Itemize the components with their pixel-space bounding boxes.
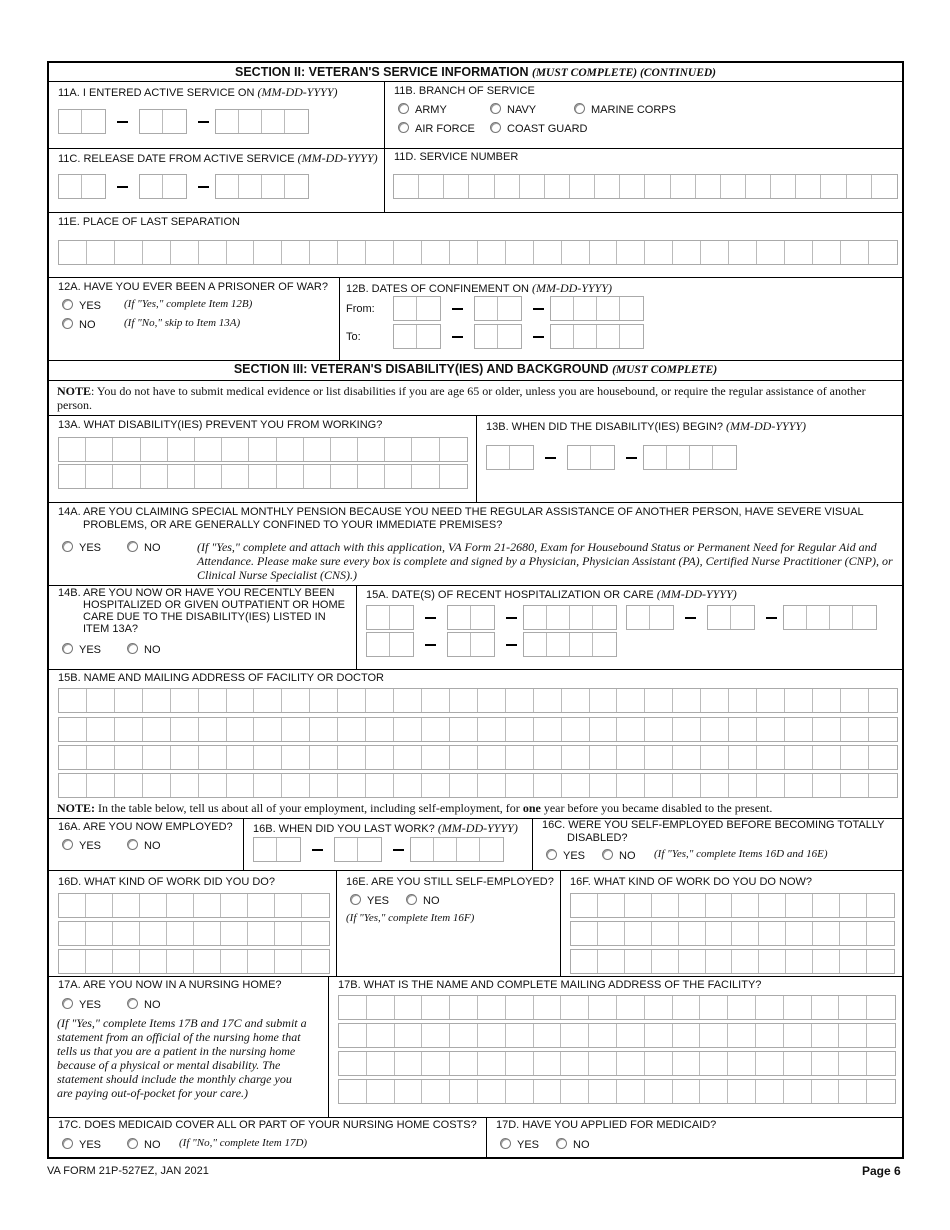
employment-note: NOTE: In the table below, tell us about all of your employment, including self-employment, for one year before you became disabled to the present. [57,801,773,815]
q16a-label: 16A. ARE YOU NOW EMPLOYED? [58,821,233,833]
air-force-radio[interactable] [398,122,409,133]
q14a-note: (If "Yes," complete and attach with this application, VA Form 21-2680, Exam for Housebound Status or Permanent Need for Regular Aid and Attendance. Please make sure every box is complete and signed by a Physician, Physician Assistant (PA), Certified Nurse Practitioner (CNP), or Clinical Nurse Specialist (CNS).) [197,540,893,582]
q12a-yes-note: (If "Yes," complete Item 12B) [124,298,253,310]
day-boxes[interactable] [707,605,755,630]
date-separator [506,617,517,619]
q16a-yes-radio[interactable] [62,839,73,850]
q16d-line-2-input[interactable] [58,921,330,946]
q14b-label-2: HOSPITALIZED OR GIVEN OUTPATIENT OR HOME [83,599,345,611]
section-3-subtitle: (MUST COMPLETE) [612,364,718,376]
q16e-yes-radio[interactable] [350,894,361,905]
q14b-no-radio[interactable] [127,643,138,654]
day-boxes[interactable] [474,296,522,321]
army-option[interactable]: ARMY [398,103,447,116]
year-boxes[interactable] [550,324,644,349]
q17d-yes-radio[interactable] [500,1138,511,1149]
month-boxes[interactable] [393,296,441,321]
q14b-label-1: 14B. ARE YOU NOW OR HAVE YOU RECENTLY BEEN [58,587,335,599]
date-separator [117,186,128,188]
year-boxes[interactable] [410,837,504,862]
date-separator [533,308,544,310]
form-page [47,61,904,1159]
year-boxes[interactable] [550,296,644,321]
marine-corps-radio[interactable] [574,103,585,114]
day-boxes[interactable] [447,605,495,630]
day-boxes[interactable] [567,445,615,470]
q14a-no-radio[interactable] [127,541,138,552]
q16c-note: (If "Yes," complete Items 16D and 16E) [654,848,828,860]
q16a-yes-option[interactable]: YES [62,839,101,852]
date-separator [506,644,517,646]
q16c-no-radio[interactable] [602,849,613,860]
q17a-no-radio[interactable] [127,998,138,1009]
month-boxes[interactable] [58,109,106,134]
coast-guard-option[interactable]: COAST GUARD [490,122,587,135]
date-separator [452,308,463,310]
q16f-line-2-input[interactable] [570,921,895,946]
q12a-no-note: (If "No," skip to Item 13A) [124,317,241,329]
q16d-label: 16D. WHAT KIND OF WORK DID YOU DO? [58,876,275,888]
q17b-line-3-input[interactable] [338,1051,896,1076]
q16c-yes-radio[interactable] [546,849,557,860]
year-boxes[interactable] [215,174,309,199]
month-boxes[interactable] [626,605,674,630]
q15b-line-3-input[interactable] [58,745,898,770]
air-force-option[interactable]: AIR FORCE [398,122,475,135]
q16a-no-option[interactable]: NO [127,839,161,852]
date-separator [533,336,544,338]
q14b-no-option[interactable]: NO [127,643,161,656]
q16b-label: 16B. WHEN DID YOU LAST WORK? (MM-DD-YYYY) [253,821,518,835]
day-boxes[interactable] [139,109,187,134]
date-separator [452,336,463,338]
section-3-note: NOTE: You do not have to submit medical evidence or list disabilities if you are age 65 or older, unless you are housebound, or require the regular assistance of another person. [57,384,866,412]
q15b-line-1-input[interactable] [58,688,898,713]
date-separator [312,849,323,851]
q17b-line-2-input[interactable] [338,1023,896,1048]
q14a-yes-option[interactable]: YES [62,541,101,554]
date-separator [425,617,436,619]
date-separator [198,121,209,123]
q13a-line-2-input[interactable] [58,464,468,489]
date-separator [425,644,436,646]
page-number: Page 6 [862,1164,901,1178]
q14a-label-line-2: PROBLEMS, OR ARE GENERALLY CONFINED TO YOUR IMMEDIATE PREMISES? [83,519,503,531]
q14a-yes-radio[interactable] [62,541,73,552]
section-2-title: SECTION II: VETERAN'S SERVICE INFORMATION [235,65,529,79]
month-boxes[interactable] [366,632,414,657]
year-boxes[interactable] [523,632,617,657]
month-boxes[interactable] [253,837,301,862]
date-separator [117,121,128,123]
q17a-note: (If "Yes," complete Items 17B and 17C and submit a statement from an official of the nursing home that tells us that you are a patient in the nursing home because of a physical or mental disability. The statement should include the monthly charge you are paying out-of-pocket for your care.) [57,1016,307,1100]
section-3-title: SECTION III: VETERAN'S DISABILITY(IES) AND BACKGROUND [233,362,609,376]
section-2-header [49,65,902,79]
day-boxes[interactable] [447,632,495,657]
q11e-label: 11E. PLACE OF LAST SEPARATION [58,216,240,228]
q16d-line-1-input[interactable] [58,893,330,918]
q14b-yes-option[interactable]: YES [62,643,101,656]
section-3-header [49,362,902,376]
q16c-yes-option[interactable]: YES [546,849,585,862]
q17a-label: 17A. ARE YOU NOW IN A NURSING HOME? [58,979,282,991]
coast-guard-radio[interactable] [490,122,501,133]
year-boxes[interactable] [523,605,617,630]
q12a-no-radio[interactable] [62,318,73,329]
q12a-no-option[interactable]: NO [62,318,96,331]
year-boxes[interactable] [215,109,309,134]
q11c-label: 11C. RELEASE DATE FROM ACTIVE SERVICE (MM-DD-YYYY) [58,151,378,165]
q13a-line-1-input[interactable] [58,437,468,462]
q13a-label: 13A. WHAT DISABILITY(IES) PREVENT YOU FROM WORKING? [58,419,383,431]
q15b-label: 15B. NAME AND MAILING ADDRESS OF FACILITY OR DOCTOR [58,672,384,684]
navy-option[interactable]: NAVY [490,103,536,116]
q11e-place-input[interactable] [58,240,898,265]
day-boxes[interactable] [474,324,522,349]
q15b-line-2-input[interactable] [58,717,898,742]
q16e-no-radio[interactable] [406,894,417,905]
month-boxes[interactable] [366,605,414,630]
q12a-yes-radio[interactable] [62,299,73,310]
q16d-line-3-input[interactable] [58,949,330,974]
navy-radio[interactable] [490,103,501,114]
q17c-note: (If "No," complete Item 17D) [179,1137,308,1149]
q16c-no-option[interactable]: NO [602,849,636,862]
month-boxes[interactable] [58,174,106,199]
date-separator [198,186,209,188]
q12b-from-label: From: [346,303,375,315]
q16a-no-radio[interactable] [127,839,138,850]
q14b-yes-radio[interactable] [62,643,73,654]
year-boxes[interactable] [643,445,737,470]
q16f-label: 16F. WHAT KIND OF WORK DO YOU DO NOW? [570,876,813,888]
q14a-no-option[interactable]: NO [127,541,161,554]
q15a-label: 15A. DATE(S) OF RECENT HOSPITALIZATION OR CARE (MM-DD-YYYY) [366,587,737,601]
q17c-no-option[interactable]: NO [127,1138,161,1151]
q14b-label-4: ITEM 13A? [83,623,139,635]
q17d-label: 17D. HAVE YOU APPLIED FOR MEDICAID? [496,1119,717,1131]
q13b-label: 13B. WHEN DID THE DISABILITY(IES) BEGIN? (MM-DD-YYYY) [486,419,807,433]
day-boxes[interactable] [139,174,187,199]
q16f-line-1-input[interactable] [570,893,895,918]
q17d-no-radio[interactable] [556,1138,567,1149]
q17c-yes-option[interactable]: YES [62,1138,101,1151]
q17c-label: 17C. DOES MEDICAID COVER ALL OR PART OF YOUR NURSING HOME COSTS? [58,1119,477,1131]
month-boxes[interactable] [393,324,441,349]
q12b-label: 12B. DATES OF CONFINEMENT ON (MM-DD-YYYY) [346,281,613,295]
q16c-label-2: DISABLED? [567,832,628,844]
q16e-label: 16E. ARE YOU STILL SELF-EMPLOYED? [346,876,554,888]
q12a-label: 12A. HAVE YOU EVER BEEN A PRISONER OF WAR? [58,281,328,293]
q11b-label: 11B. BRANCH OF SERVICE [394,85,535,97]
section-2-subtitle: (MUST COMPLETE) (CONTINUED) [532,67,716,79]
q16e-no-option[interactable]: NO [406,894,440,907]
q16f-line-3-input[interactable] [570,949,895,974]
q11a-label: 11A. I ENTERED ACTIVE SERVICE ON (MM-DD-YYYY) [58,85,338,99]
date-separator [766,617,777,619]
q12b-to-label: To: [346,331,361,343]
q17d-no-option[interactable]: NO [556,1138,590,1151]
q17c-yes-radio[interactable] [62,1138,73,1149]
q17b-line-4-input[interactable] [338,1079,896,1104]
q17a-yes-option[interactable]: YES [62,998,101,1011]
year-boxes[interactable] [783,605,877,630]
q14a-label-line-1: 14A. ARE YOU CLAIMING SPECIAL MONTHLY PENSION BECAUSE YOU NEED THE REGULAR ASSISTANCE OF ANOTHER PERSON, HAVE SEVERE VISUAL [58,506,864,518]
q17b-label: 17B. WHAT IS THE NAME AND COMPLETE MAILING ADDRESS OF THE FACILITY? [338,979,762,991]
form-number: VA FORM 21P-527EZ, JAN 2021 [47,1165,209,1177]
day-boxes[interactable] [334,837,382,862]
q12a-yes-option[interactable]: YES [62,299,101,312]
date-separator [545,457,556,459]
q11d-label: 11D. SERVICE NUMBER [394,151,519,163]
month-boxes[interactable] [486,445,534,470]
q17b-line-1-input[interactable] [338,995,896,1020]
q16e-note: (If "Yes," complete Item 16F) [346,912,475,924]
q17d-yes-option[interactable]: YES [500,1138,539,1151]
q15b-line-4-input[interactable] [58,773,898,798]
q11d-service-number-input[interactable] [393,174,898,199]
date-separator [393,849,404,851]
q16c-label-1: 16C. WERE YOU SELF-EMPLOYED BEFORE BECOMING TOTALLY [542,819,885,831]
marine-corps-option[interactable]: MARINE CORPS [574,103,676,116]
army-radio[interactable] [398,103,409,114]
q17c-no-radio[interactable] [127,1138,138,1149]
q16e-yes-option[interactable]: YES [350,894,389,907]
q17a-no-option[interactable]: NO [127,998,161,1011]
q14b-label-3: CARE DUE TO THE DISABILITY(IES) LISTED IN [83,611,326,623]
q17a-yes-radio[interactable] [62,998,73,1009]
date-separator [685,617,696,619]
date-separator [626,457,637,459]
